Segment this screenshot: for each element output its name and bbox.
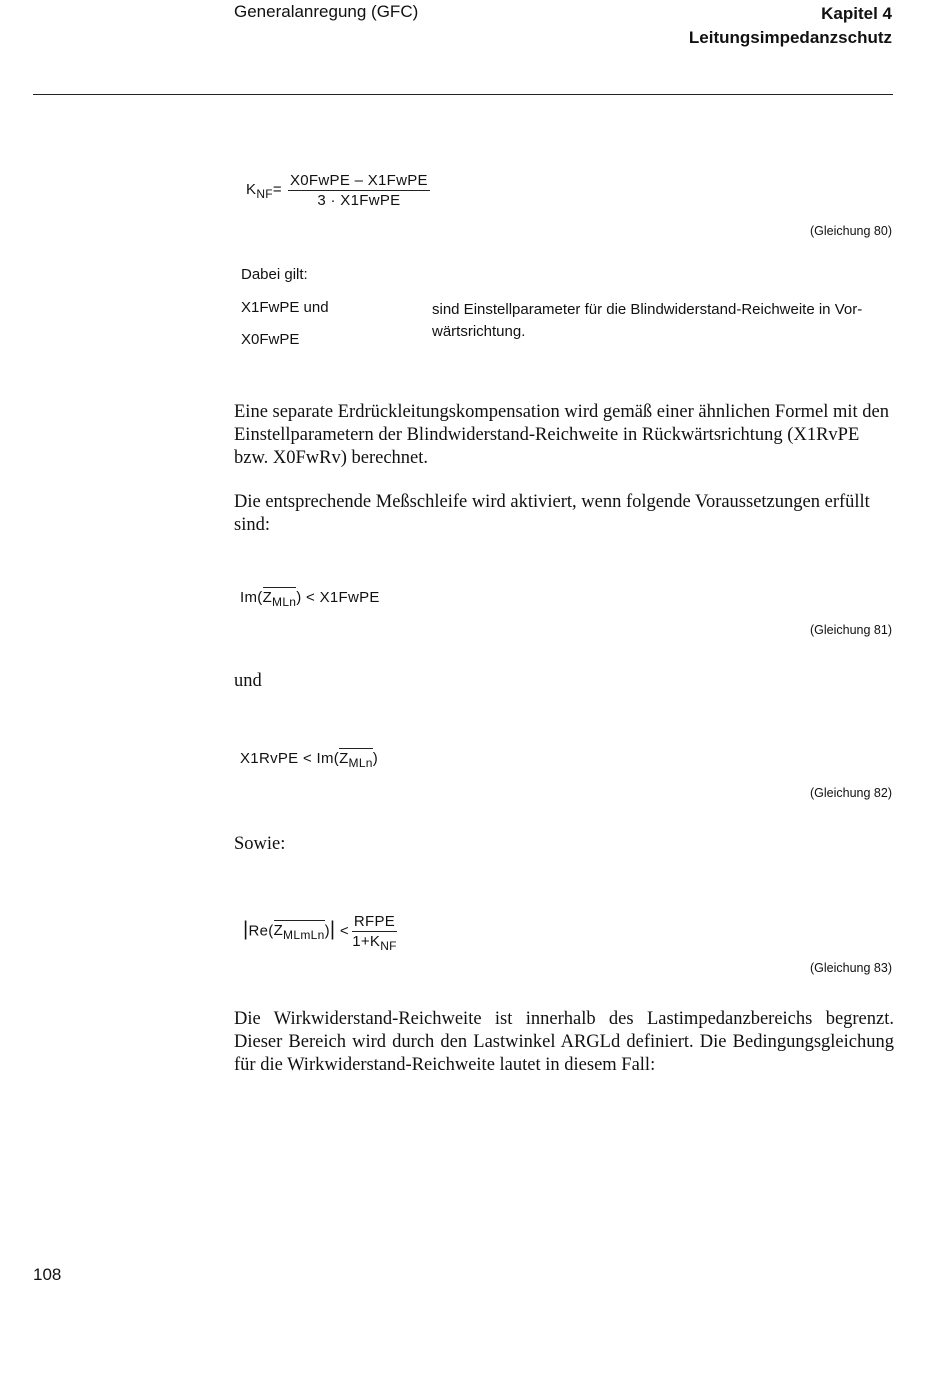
equation-81-label: (Gleichung 81) [810, 623, 892, 637]
equation-83: $|Re(Z_{MLmLn})|$ < $\frac{\text{RFPE}}{1+K_{NF}}$ [243, 913, 397, 953]
chapter-number: Kapitel 4 [821, 4, 892, 23]
page-number: 108 [33, 1265, 62, 1284]
chapter-title: Leitungsimpedanzschutz [688, 28, 892, 47]
z-mlmln-overline: $Z_{MLmLn}$ [273, 922, 325, 943]
running-header-chapter [689, 2, 892, 50]
header-rule [33, 94, 893, 95]
definitions-intro: Dabei gilt: [241, 266, 308, 283]
rfpe-denominator: $1+K_{NF}$ [352, 933, 397, 953]
equation-83-label: (Gleichung 83) [810, 961, 892, 975]
knf-denominator: 3 · X1FwPE [317, 192, 401, 209]
running-header-section: Generalanregung (GFC) [234, 2, 419, 21]
definition-term-line2: X0FwPE [241, 331, 300, 348]
definition-description: sind Einstellparameter für die Blindwiderstand-Reichweite in Vor-wärtsrichtung. [432, 301, 863, 340]
z-mln-overline: $Z_{MLn}$ [262, 589, 297, 609]
definition-term-line1: X1FwPE und [241, 299, 329, 316]
knf-symbol: $K_{NF}$ [246, 181, 273, 202]
connector-und: und [234, 671, 262, 691]
rfpe-fraction [352, 913, 397, 953]
rfpe-numerator: RFPE [353, 913, 396, 930]
paragraph-loop-conditions: Die entsprechende Meßschleife wird aktiviert, wenn folgende Voraussetzungen erfüllt sind: [234, 492, 870, 535]
equation-80: $K_{NF}=$ $\frac{\text{X0FwPE – X1FwPE}}{\text{3 · X1FwPE}}$ [246, 172, 428, 209]
connector-sowie: Sowie: [234, 834, 286, 854]
knf-fraction [288, 172, 430, 209]
equation-82: X1RvPE < $Im(Z_{MLn})$ [240, 750, 379, 770]
equation-82-label: (Gleichung 82) [810, 786, 892, 800]
equation-81: $Im(Z_{MLn})$ < X1FwPE [240, 589, 380, 609]
z-mln-overline: $Z_{MLn}$ [339, 750, 373, 770]
paragraph-return-compensation: Eine separate Erdrückleitungskompensation wird gemäß einer ähnlichen Formel mit den Einstellparametern der Blindwiderstand-Reichweite in Rückwärtsrichtung (X1RvPE bzw. X0FwRv) berechnet. [234, 402, 890, 468]
paragraph-resistive-reach: Die Wirkwiderstand-Reichweite ist innerhalb des Lastimpedanzbereichs begrenzt. Dieser Bereich wird durch den Lastwinkel ARGLd definiert. Die Bedingungsgleichung für die Wirkwiderstand-Reichweite lautet in diesem Fall: [234, 1009, 894, 1075]
equation-80-label: (Gleichung 80) [810, 224, 892, 238]
knf-numerator: X0FwPE – X1FwPE [289, 172, 428, 189]
